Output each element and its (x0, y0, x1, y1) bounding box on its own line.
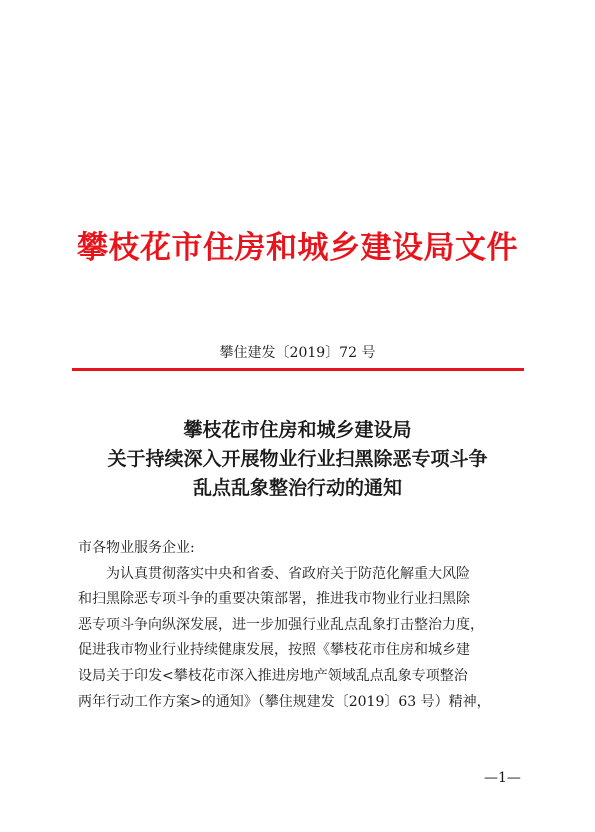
paragraph-line: 两年行动工作方案>的通知》（攀住规建发〔2019〕63 号）精神， (78, 693, 491, 710)
paragraph-line: 为认真贯彻落实中央和省委、省政府关于防范化解重大风险 (106, 565, 470, 582)
document-header-title: 攀枝花市住房和城乡建设局文件 (77, 230, 518, 266)
addressee: 市各物业服务企业: (78, 540, 195, 556)
paragraph-line: 设局关于印发<攀枝花市深入推进房地产领域乱点乱象专项整治 (78, 667, 468, 684)
paragraph-line: 恶专项斗争向纵深发展，进一步加强行业乱点乱象打击整治力度， (78, 616, 484, 633)
red-separator-line (72, 368, 524, 371)
notice-title (0, 416, 595, 503)
paragraph-line: 和扫黑除恶专项斗争的重要决策部署，推进我市物业行业扫黑除 (78, 591, 470, 608)
page-number: —1— (484, 770, 521, 786)
document-number: 攀住建发〔2019〕72 号 (219, 345, 376, 361)
notice-title-line: 关于持续深入开展物业行业扫黑除恶专项斗争 (107, 448, 488, 470)
paragraph-line: 促进我市物业行业持续健康发展，按照《攀枝花市住房和城乡建 (78, 642, 470, 659)
notice-title-line: 乱点乱象整治行动的通知 (192, 477, 402, 499)
notice-title-line: 攀枝花市住房和城乡建设局 (183, 419, 412, 441)
body-text (78, 536, 523, 715)
